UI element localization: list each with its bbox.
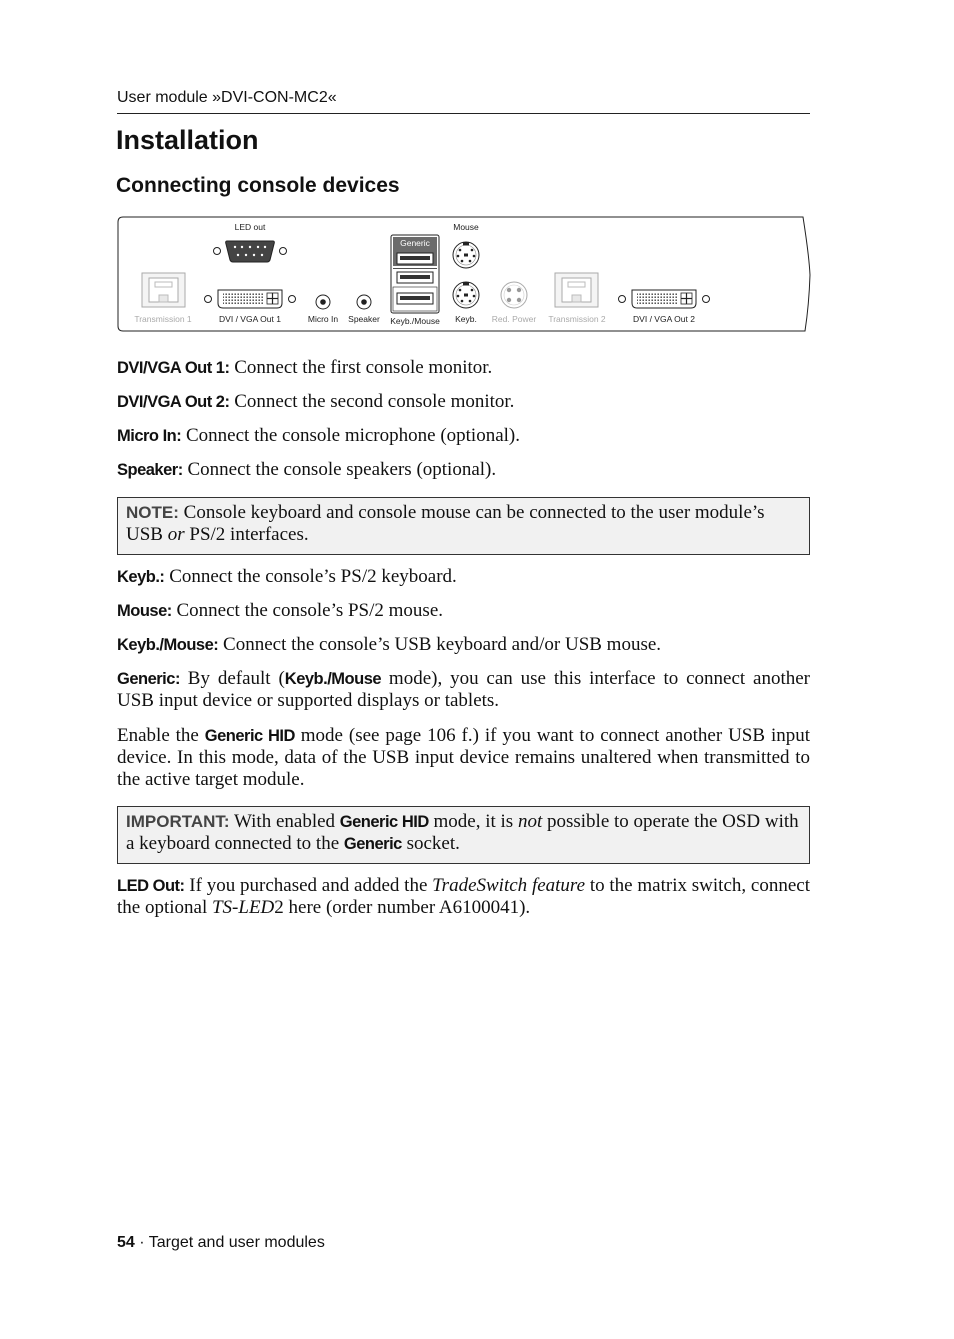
speaker-term: Speaker: (117, 461, 183, 479)
micro-text: Connect the console microphone (optional). (181, 425, 520, 446)
important-text-4: socket. (401, 833, 460, 854)
dvi2-description (117, 391, 810, 413)
transmission2-port (555, 273, 598, 307)
dvi-out2-label: DVI / VGA Out 2 (633, 314, 695, 324)
generic-term: Generic: (117, 670, 180, 688)
mouse-text: Connect the console’s PS/2 mouse. (171, 600, 444, 621)
led-out-term: LED Out: (117, 877, 185, 895)
dvi1-description (117, 357, 810, 379)
note-text-2: PS/2 interfaces. (184, 524, 309, 545)
generic-description (117, 668, 810, 712)
important-box (117, 806, 810, 864)
led-out-text-2: to the matrix switch, connect the optional (117, 875, 810, 918)
generic-label: Generic (400, 238, 430, 248)
micro-description (117, 425, 810, 447)
led-out-port (226, 241, 275, 262)
note-box (117, 497, 810, 555)
keyb-mouse-label: Keyb./Mouse (390, 316, 440, 326)
generic-text-2: mode), you can use this interface to connect another USB input device or supported displays or tablets. (117, 668, 810, 711)
keybmouse-text: Connect the console’s USB keyboard and/or USB mouse. (218, 634, 662, 655)
important-bold-1: Generic HID (339, 813, 429, 831)
speaker-text: Connect the console speakers (optional). (182, 459, 497, 480)
important-text-3: possible to operate the OSD with a keyboard connected to the (126, 811, 799, 854)
page-number: 54 (117, 1234, 135, 1251)
led-out-text-1: If you purchased and added the (184, 875, 433, 896)
running-header: User module »DVI-CON-MC2« (117, 89, 337, 106)
important-italic: not (517, 811, 543, 832)
enable-generic-hid-term: Generic HID (204, 727, 295, 745)
transmission2-label: Transmission 2 (548, 314, 606, 324)
led-out-label: LED out (234, 222, 266, 232)
keybmouse-description (117, 634, 810, 656)
dvi2-term: DVI/VGA Out 2: (117, 393, 230, 411)
micro-term: Micro In: (117, 427, 182, 445)
dvi1-text: Connect the first console monitor. (229, 357, 493, 378)
dvi1-term: DVI/VGA Out 1: (117, 359, 230, 377)
led-out-italic-1: TradeSwitch feature (432, 875, 586, 896)
generic-mode-term: Keyb./Mouse (284, 670, 382, 688)
page-title: Installation (116, 125, 259, 155)
important-text-2: mode, it is (428, 811, 518, 832)
keybmouse-term: Keyb./Mouse: (117, 636, 219, 654)
led-out-text-3: 2 here (order number A6100041). (274, 897, 531, 918)
keyb-label: Keyb. (455, 314, 477, 324)
footer-section: · Target and user modules (134, 1234, 325, 1251)
keyb-description (117, 566, 810, 588)
page-footer (117, 1234, 325, 1252)
led-out-description (117, 875, 810, 919)
keyb-text: Connect the console’s PS/2 keyboard. (164, 566, 457, 587)
generic-text-1: By default ( (179, 668, 285, 689)
micro-in-label: Micro In (307, 314, 339, 324)
rear-panel-diagram (117, 215, 814, 333)
dvi-out1-label: DVI / VGA Out 1 (219, 314, 281, 324)
section-title: Connecting console devices (116, 174, 400, 197)
note-tag: NOTE: (126, 503, 179, 522)
keyb-term: Keyb.: (117, 568, 165, 586)
led-out-italic-2: TS-LED (211, 897, 275, 918)
enable-text-2: mode (see page 106 f.) if you want to connect another USB input device. In this mode, data of the USB input device remains unaltered when transmitted to the active target module. (117, 725, 810, 790)
transmission1-port (142, 273, 185, 307)
important-text-1: With enabled (229, 811, 340, 832)
red-power-port (501, 282, 527, 308)
red-power-label: Red. Power (491, 314, 537, 324)
important-bold-2: Generic (343, 835, 402, 853)
speaker-label: Speaker (348, 314, 380, 324)
transmission1-label: Transmission 1 (134, 314, 192, 324)
mouse-term: Mouse: (117, 602, 172, 620)
speaker-description (117, 459, 810, 481)
header-rule (117, 113, 810, 114)
mouse-description (117, 600, 810, 622)
note-text-1: Console keyboard and console mouse can be connected to the user module’s USB (126, 502, 765, 545)
enable-generic-hid-paragraph (117, 725, 810, 791)
mouse-label: Mouse (453, 222, 479, 232)
enable-text-1: Enable the (117, 725, 205, 746)
note-italic: or (167, 524, 185, 545)
dvi2-text: Connect the second console monitor. (229, 391, 515, 412)
important-tag: IMPORTANT: (126, 812, 230, 831)
